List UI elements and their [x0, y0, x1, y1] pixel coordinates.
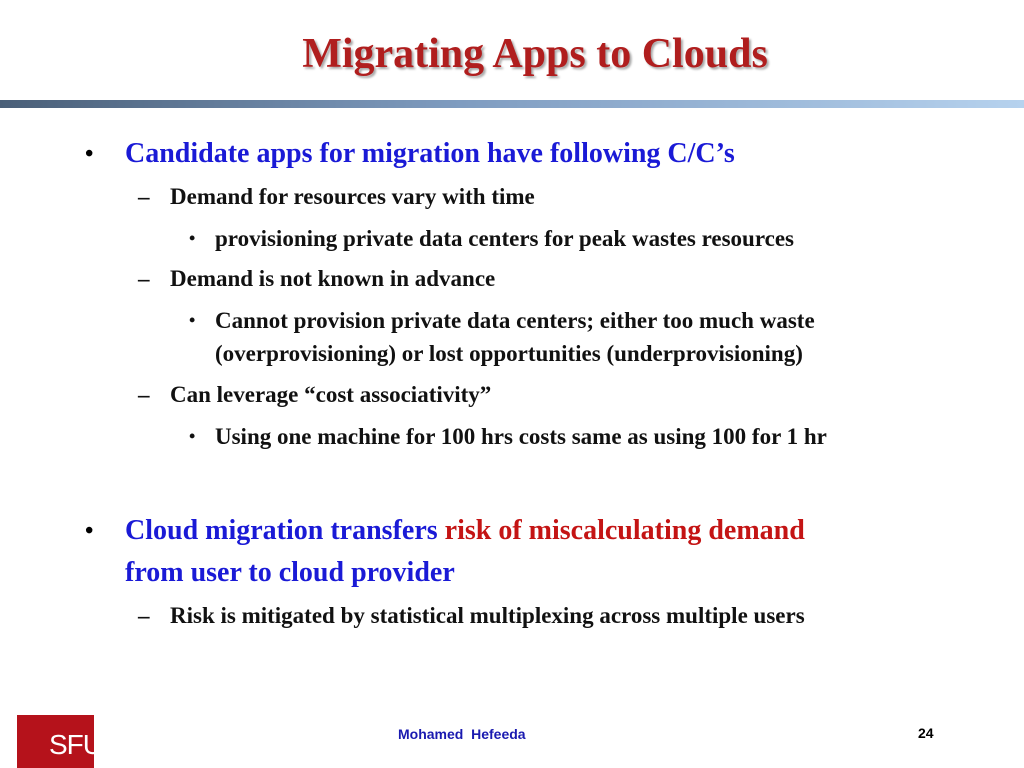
footer-author: Mohamed Hefeeda [398, 726, 526, 742]
sub-bullet-text: Can leverage “cost associativity” [170, 382, 492, 407]
item-text: provisioning private data centers for peak wastes resources [215, 226, 795, 251]
sfu-logo [17, 715, 102, 768]
bullet-text-highlight: risk of miscalculating demand [444, 515, 805, 546]
dash-marker: – [138, 266, 150, 291]
slide-title: Migrating Apps to Clouds [302, 31, 768, 77]
item-text-line-2: (overprovisioning) or lost opportunities (underprovisioning) [215, 341, 803, 366]
dash-marker: – [138, 184, 150, 209]
dash-marker: – [138, 382, 150, 407]
sub-bullet-text: Risk is mitigated by statistical multiplexing across multiple users [170, 603, 805, 628]
title-divider-bar [0, 100, 1024, 108]
page-number: 24 [918, 725, 934, 741]
sub-bullet-text: Demand for resources vary with time [170, 184, 535, 209]
dot-marker: • [189, 310, 196, 330]
dash-marker: – [138, 603, 150, 628]
item-text: Using one machine for 100 hrs costs same as using 100 for 1 hr [215, 424, 827, 449]
sub-bullet-text: Demand is not known in advance [170, 266, 496, 291]
bullet-marker: • [85, 141, 94, 167]
bullet-text-line-2: from user to cloud provider [125, 557, 455, 588]
bullet-text [125, 510, 805, 552]
dot-marker: • [189, 426, 196, 446]
dot-marker: • [189, 228, 196, 248]
bullet-marker: • [85, 518, 94, 544]
sfu-logo-text: SFU [49, 729, 102, 760]
item-text-line-1: Cannot provision private data centers; either too much waste [215, 308, 815, 333]
bullet-text-blue: Cloud migration transfers [125, 515, 445, 546]
bullet-text: Candidate apps for migration have following C/C’s [125, 138, 735, 169]
